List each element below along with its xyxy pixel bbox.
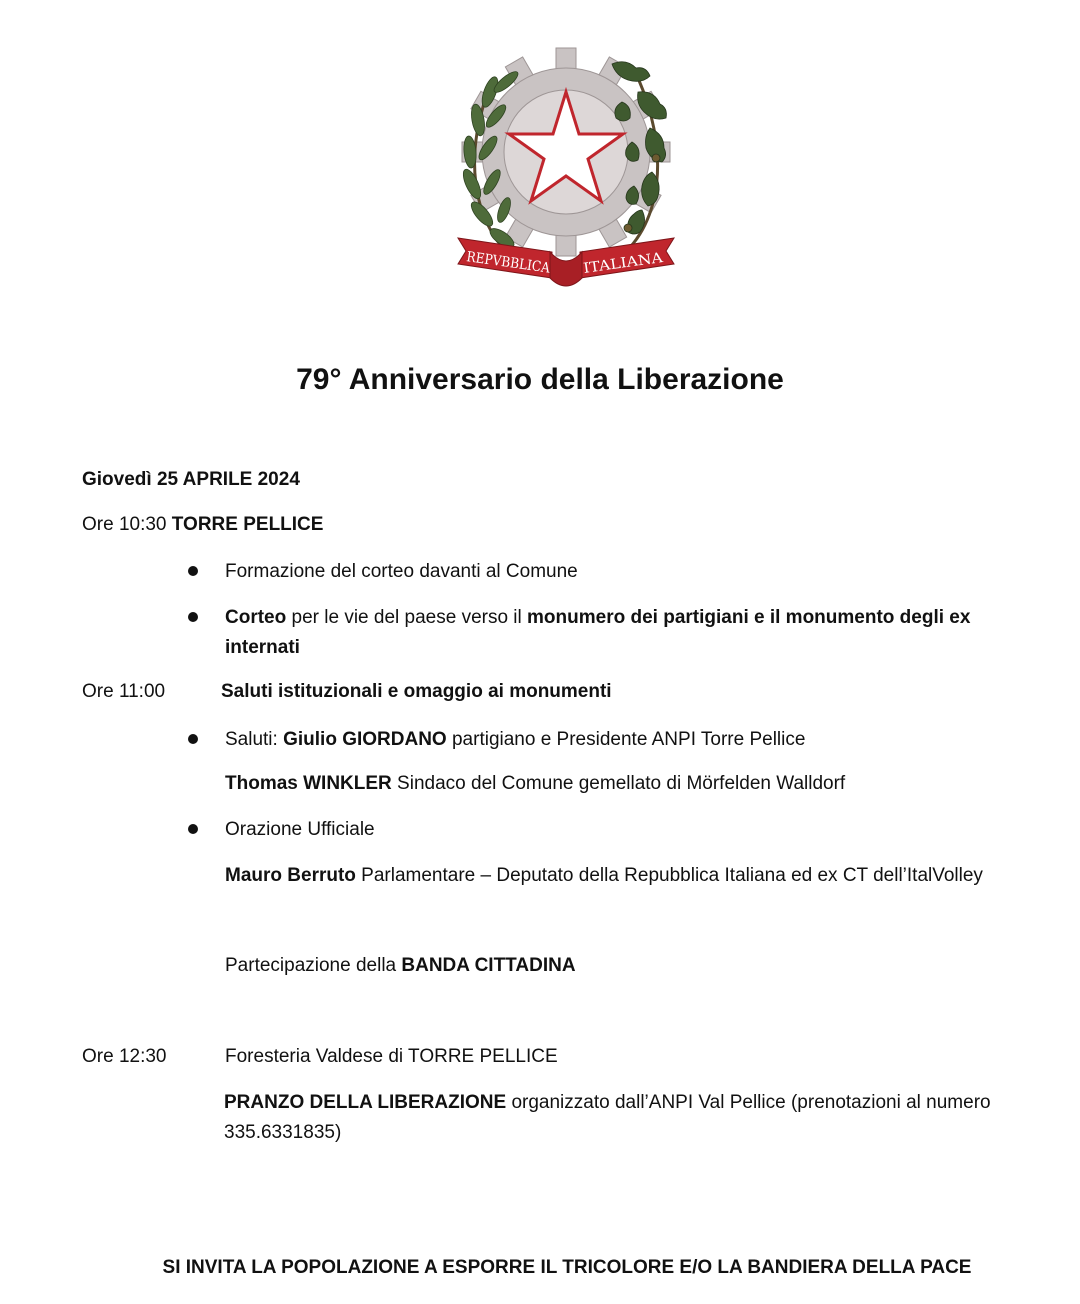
- location-torre-pellice: TORRE PELLICE: [171, 514, 324, 535]
- time-1030: Ore 10:30: [82, 514, 167, 535]
- bullet-icon: [188, 734, 198, 744]
- item-winkler: Thomas WINKLER Sindaco del Comune gemellato di Mörfelden Walldorf: [225, 773, 846, 794]
- motto-left: REPVBBLICA: [465, 249, 564, 279]
- item-lunch-phone: 335.6331835): [224, 1122, 342, 1143]
- republic-emblem-icon: [452, 42, 680, 298]
- motto-right: ITALIANA: [582, 251, 656, 277]
- item-band: Partecipazione della BANDA CITTADINA: [225, 955, 576, 976]
- bullet-icon: [188, 824, 198, 834]
- time-1230: Ore 12:30: [82, 1046, 167, 1067]
- item-greetings: Saluti: Giulio GIORDANO partigiano e Presidente ANPI Torre Pellice: [225, 729, 806, 750]
- bullet-icon: [188, 566, 198, 576]
- footer-invitation: SI INVITA LA POPOLAZIONE A ESPORRE IL TRICOLORE E/O LA BANDIERA DELLA PACE: [162, 1257, 972, 1278]
- item-procession: Corteo per le vie del paese verso il monumero dei partigiani e il monumento degli ex: [225, 607, 971, 628]
- page-title: 79° Anniversario della Liberazione: [296, 363, 784, 396]
- location-foresteria: Foresteria Valdese di TORRE PELLICE: [225, 1046, 558, 1067]
- item-formation: Formazione del corteo davanti al Comune: [225, 561, 578, 582]
- schedule-1030: [82, 513, 323, 537]
- time-1100: Ore 11:00: [82, 681, 166, 702]
- item-lunch: PRANZO DELLA LIBERAZIONE organizzato dall’ANPI Val Pellice (prenotazioni al numero: [224, 1092, 991, 1113]
- event-date: Giovedì 25 APRILE 2024: [82, 469, 300, 490]
- bullet-icon: [188, 612, 198, 622]
- heading-greetings: Saluti istituzionali e omaggio ai monumenti: [221, 681, 612, 702]
- item-oration: Orazione Ufficiale: [225, 819, 375, 840]
- item-procession-cont: internati: [225, 637, 300, 658]
- item-berruto: Mauro Berruto Parlamentare – Deputato della Repubblica Italiana ed ex CT dell’ItalVolley: [225, 865, 983, 886]
